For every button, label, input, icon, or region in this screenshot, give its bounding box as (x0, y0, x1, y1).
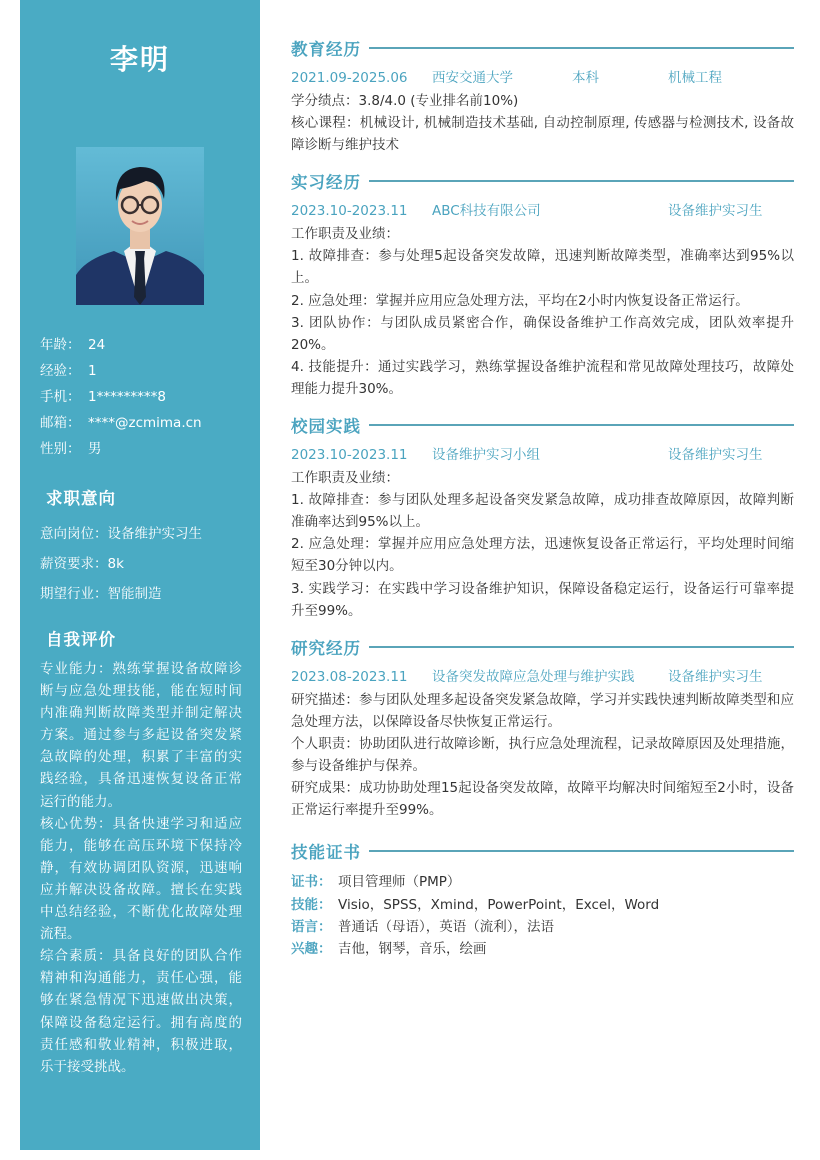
campus-org: 设备维护实习小组 (432, 447, 540, 464)
candidate-name: 李明 (109, 43, 170, 76)
internship-details: 工作职责及业绩： 1. 故障排查：参与处理5起设备突发故障，迅速判断故障类型，准确率达到95%以上。 2. 应急处理：掌握并应用应急处理方法，平均在2小时内恢复设备正常运行。 3. 团队协作：与团队成员紧密合作，确保设备维护工作高效完成，团队效率提升20%。 4. 技能提升：通过实践学习，熟练掌握设备维护流程和常见故障处理技巧，故障处理能力提升30%。 (291, 226, 794, 397)
job-intent (40, 522, 250, 612)
skills-section (291, 837, 794, 960)
skill-row-interests: 兴趣： 吉他，钢琴，音乐，绘画 (291, 941, 487, 958)
intern-date: 2023.10-2023.11 (291, 203, 408, 220)
campus-role: 设备维护实习生 (668, 447, 763, 464)
info-email: 邮箱： ****@zcmima.cn (40, 415, 202, 431)
edu-major: 机械工程 (668, 70, 722, 86)
info-phone: 手机： 1*********8 (40, 389, 166, 405)
info-experience: 经验： 1 (40, 363, 97, 379)
intent-position: 意向岗位：设备维护实习生 (40, 526, 202, 542)
campus-meta (291, 443, 794, 467)
campus-section (291, 411, 794, 622)
education-details: 学分绩点：3.8/4.0 (专业排名前10%) 核心课程：机械设计, 机械制造技术基础, 自动控制原理, 传感器与检测技术, 设备故障诊断与维护技术 (291, 93, 794, 154)
skill-row-language: 语言： 普通话（母语），英语（流利），法语 (291, 918, 554, 935)
section-title: 技能证书 (291, 843, 361, 863)
profile-photo (76, 147, 204, 305)
section-title: 研究经历 (291, 638, 361, 658)
research-section (291, 633, 794, 822)
eval-strengths: 核心优势：具备快速学习和适应能力，能够在高压环境下保持冷静，有效协调团队资源，迅速响应并解决设备故障。擅长在实践中总结经验，不断优化故障处理流程。 (40, 815, 242, 943)
section-title: 实习经历 (291, 173, 361, 193)
skill-row-certificate: 证书： 项目管理师（PMP） (291, 874, 461, 891)
intern-role: 设备维护实习生 (668, 203, 763, 220)
main-content (291, 34, 794, 960)
internship-meta (291, 199, 794, 223)
edu-school: 西安交通大学 (432, 70, 513, 86)
research-meta (291, 665, 794, 689)
sidebar (20, 0, 260, 1150)
intent-salary: 薪资要求：8k (40, 556, 124, 572)
basic-info (40, 334, 250, 464)
eval-qualities: 综合素质：具备良好的团队合作精神和沟通能力，责任心强，能够在紧急情况下迅速做出决策，保障设备稳定运行。拥有高度的责任感和敬业精神，积极进取，乐于接受挑战。 (40, 948, 242, 1075)
self-evaluation (40, 658, 242, 1078)
section-divider (369, 424, 794, 426)
self-eval-title: 自我评价 (46, 630, 116, 649)
section-divider (369, 646, 794, 648)
research-project: 设备突发故障应急处理与维护实践 (432, 668, 635, 685)
eval-professional: 专业能力：熟练掌握设备故障诊断与应急处理技能，能在短时间内准确判断故障类型并制定解决方案。通过参与多起设备突发紧急故障的处理，积累了丰富的实践经验，具备迅速恢复设备正常运行的能力。 (40, 661, 242, 810)
internship-section (291, 167, 794, 400)
section-divider (369, 180, 794, 182)
campus-details: 工作职责及业绩： 1. 故障排查：参与团队处理多起设备突发紧急故障，成功排查故障原因，故障判断准确率达到95%以上。 2. 应急处理：掌握并应用应急处理方法，迅速恢复设备正常运行，平均处理时间缩短至30分钟以内。 3. 实践学习：在实践中学习设备维护知识，保障设备稳定运行，设备运行可靠率提升至99%。 (291, 470, 794, 619)
section-divider (369, 850, 794, 852)
research-role: 设备维护实习生 (668, 668, 763, 685)
info-gender: 性别： 男 (40, 441, 102, 457)
edu-date: 2021.09-2025.06 (291, 70, 408, 86)
section-title: 教育经历 (291, 40, 361, 59)
edu-degree: 本科 (572, 70, 599, 86)
intent-industry: 期望行业：智能制造 (40, 586, 162, 602)
person-portrait-icon (76, 147, 204, 305)
info-age: 年龄： 24 (40, 337, 106, 353)
skills-list (291, 871, 794, 960)
skill-row-skills: 技能： Visio，SPSS，Xmind，PowerPoint，Excel，Word (291, 896, 660, 913)
section-divider (369, 47, 794, 49)
intern-org: ABC科技有限公司 (432, 203, 541, 220)
research-details: 研究描述：参与团队处理多起设备突发紧急故障，学习并实践快速判断故障类型和应急处理方法，以保障设备尽快恢复正常运行。 个人职责：协助团队进行故障诊断，执行应急处理流程，记录故障原因及处理措施，参与设备维护与保养。 研究成果：成功协助处理15起设备突发故障，故障平均解决时间缩短至2小时，设备正常运行率提升至99%。 (291, 691, 794, 819)
education-meta (291, 66, 794, 90)
section-title: 校园实践 (291, 417, 361, 437)
education-section (291, 34, 794, 156)
intent-title: 求职意向 (46, 489, 116, 508)
campus-date: 2023.10-2023.11 (291, 447, 408, 464)
research-date: 2023.08-2023.11 (291, 668, 408, 685)
